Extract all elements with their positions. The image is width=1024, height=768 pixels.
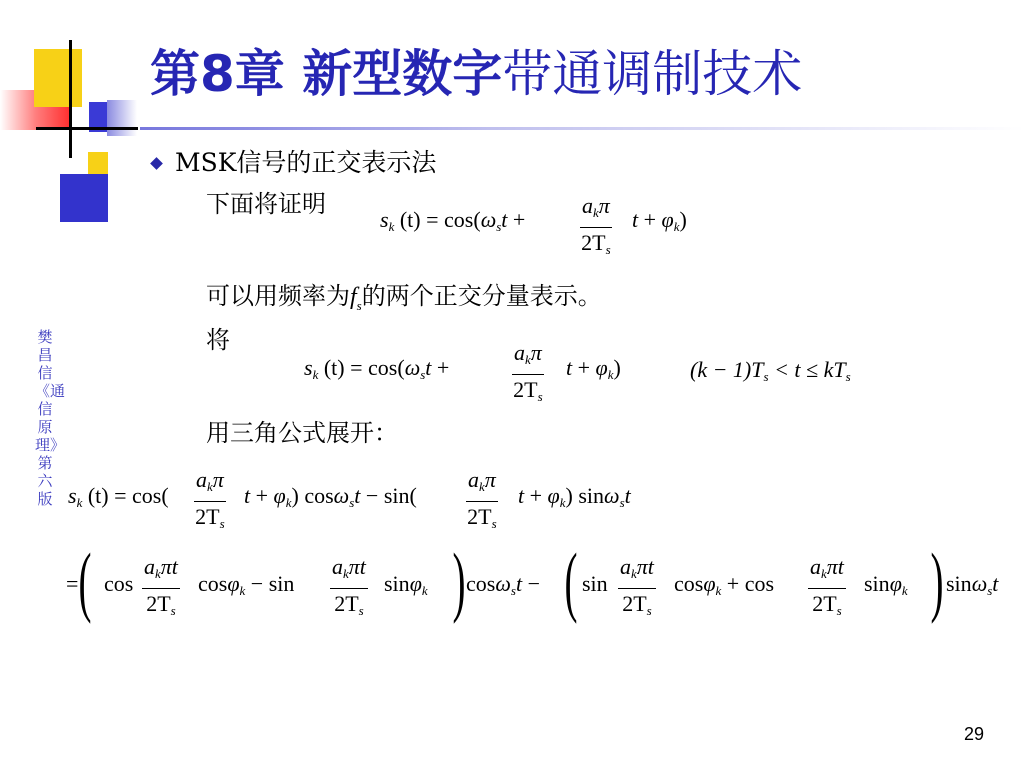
left-paren-2: ( (564, 537, 578, 624)
jiang-label: 将 (206, 326, 230, 354)
left-paren-1: ( (78, 537, 92, 624)
right-paren-2: ) (930, 537, 944, 624)
formula1-lhs: $s_k$ $(t) = \cos(\omega_st$ + (380, 207, 526, 234)
decor-blue-gradient (107, 100, 137, 136)
decor-horizontal-line (36, 127, 138, 130)
formula3-lhs: $s_k$ (t) = cos( (68, 483, 169, 510)
formula4-part6: sinω$_s$t (946, 571, 999, 598)
formula4-sin1: sin (582, 571, 608, 596)
bullet-text: MSK信号的正交表示法 (175, 148, 437, 177)
slide-title (150, 44, 802, 104)
formula4-part2: sinφ$_k$ (384, 571, 428, 598)
title-normal-part: 带通调制技术 (502, 45, 803, 103)
formula4-fraction-1: $a_k\pi t$ $2T_s$ (144, 554, 178, 618)
formula1-fraction: $a_k\pi$ $2T_s$ (581, 193, 611, 257)
formula2-interval: $(k - 1)T_s < t \le kT_s$ (690, 357, 851, 384)
formula2-tail: $t + \varphi_k$) (566, 355, 621, 382)
statement-line: 可以用频率为$f_s$的两个正交分量表示。 (206, 282, 602, 313)
page-number: 29 (964, 724, 985, 744)
decor-yellow-small-square (88, 152, 108, 176)
formula4-eq: = (66, 571, 79, 596)
sidebar-book-credit: 樊昌信《通信原理》第六版 (35, 328, 66, 508)
formula4-part3: cosω$_s$t − (466, 571, 540, 598)
intro-label: 下面将证明 (206, 190, 326, 218)
formula3-middle: $t + \varphi_k$) cosω$_s$t − sin( (244, 483, 417, 510)
formula3-fraction-b: $a_k\pi$ $2T_s$ (467, 467, 497, 531)
formula3-fraction-a: $a_k\pi$ $2T_s$ (195, 467, 225, 531)
formula2-lhs: $s_k$ $(t) = \cos(\omega_st$ + (304, 355, 450, 382)
title-underline (140, 127, 1024, 130)
formula1-tail: $t + \varphi_k$) (632, 207, 687, 234)
bullet-item (152, 148, 436, 178)
formula4-part5: sinφ$_k$ (864, 571, 908, 598)
formula4-part4: cosφ$_k$ + cos (674, 571, 775, 598)
formula4-fraction-2: $a_k\pi t$ $2T_s$ (332, 554, 366, 618)
right-paren-1: ) (452, 537, 466, 624)
formula4-fraction-4: $a_k\pi t$ $2T_s$ (810, 554, 844, 618)
formula4-cos1: cos (104, 571, 134, 596)
formula4-fraction-3: $a_k\pi t$ $2T_s$ (620, 554, 654, 618)
diamond-bullet-icon (150, 157, 163, 170)
expand-label: 用三角公式展开： (206, 419, 398, 447)
decor-blue-square (60, 174, 108, 222)
formula4-part1: cosφ$_k$ − sin (198, 571, 295, 598)
decor-yellow-square (34, 49, 82, 107)
formula3-tail: $t + \varphi_k$) sinω$_s$t (518, 483, 631, 510)
formula2-fraction: $a_k\pi$ $2T_s$ (513, 340, 543, 404)
decor-vertical-line (69, 40, 72, 158)
title-bold-part: 第8章 新型数字 (150, 45, 503, 103)
